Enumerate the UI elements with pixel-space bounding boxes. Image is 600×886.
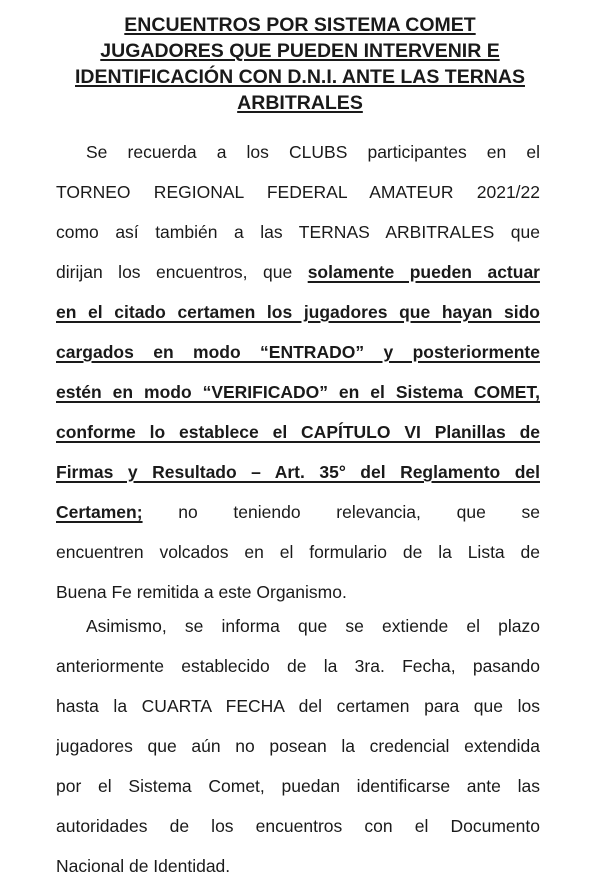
text-line: jugadores que aún no posean la credencial extendida — [56, 736, 540, 756]
text-line: autoridades de los encuentros con el Documento — [56, 816, 540, 836]
emphasis-line: estén en modo “VERIFICADO” en el Sistema COMET, — [56, 382, 540, 402]
text-line: TORNEO REGIONAL FEDERAL AMATEUR 2021/22 — [56, 182, 540, 202]
text-segment: no teniendo relevancia, que se — [178, 502, 540, 522]
text-line: como así también a las TERNAS ARBITRALES que — [56, 222, 540, 242]
text-line: Se recuerda a los CLUBS participantes en el — [86, 142, 540, 162]
text-line: anteriormente establecido de la 3ra. Fecha, pasando — [56, 656, 540, 676]
text-line: Nacional de Identidad. — [56, 856, 231, 876]
text-line: Buena Fe remitida a este Organismo. — [56, 582, 347, 602]
paragraph-clubs-notice — [56, 132, 540, 612]
emphasis-line: en el citado certamen los jugadores que hayan sido — [56, 302, 540, 322]
emphasis-line: conforme lo establece el CAPÍTULO VI Planillas de — [56, 422, 540, 442]
emphasis-line: cargados en modo “ENTRADO” y posteriormente — [56, 342, 540, 362]
paragraph-identification-notice — [56, 606, 540, 886]
title-line: JUGADORES QUE PUEDEN INTERVENIR E — [100, 40, 500, 62]
text-line: hasta la CUARTA FECHA del certamen para que los — [56, 696, 540, 716]
text-line: encuentren volcados en el formulario de la Lista de — [56, 542, 540, 562]
title-line: ENCUENTROS POR SISTEMA COMET — [124, 14, 476, 36]
title-line: ARBITRALES — [237, 92, 363, 114]
text-line: Asimismo, se informa que se extiende el plazo — [86, 616, 540, 636]
text-line: por el Sistema Comet, puedan identificarse ante las — [56, 776, 540, 796]
emphasis-text: Certamen; — [56, 502, 143, 522]
text-segment: dirijan los encuentros, que — [56, 262, 293, 282]
title-line: IDENTIFICACIÓN CON D.N.I. ANTE LAS TERNAS — [75, 66, 525, 88]
document-title — [40, 12, 560, 116]
text-line — [56, 492, 540, 532]
text-line — [56, 252, 540, 292]
emphasis-text: solamente pueden actuar — [307, 262, 540, 282]
emphasis-line: Firmas y Resultado – Art. 35° del Reglamento del — [56, 462, 540, 482]
